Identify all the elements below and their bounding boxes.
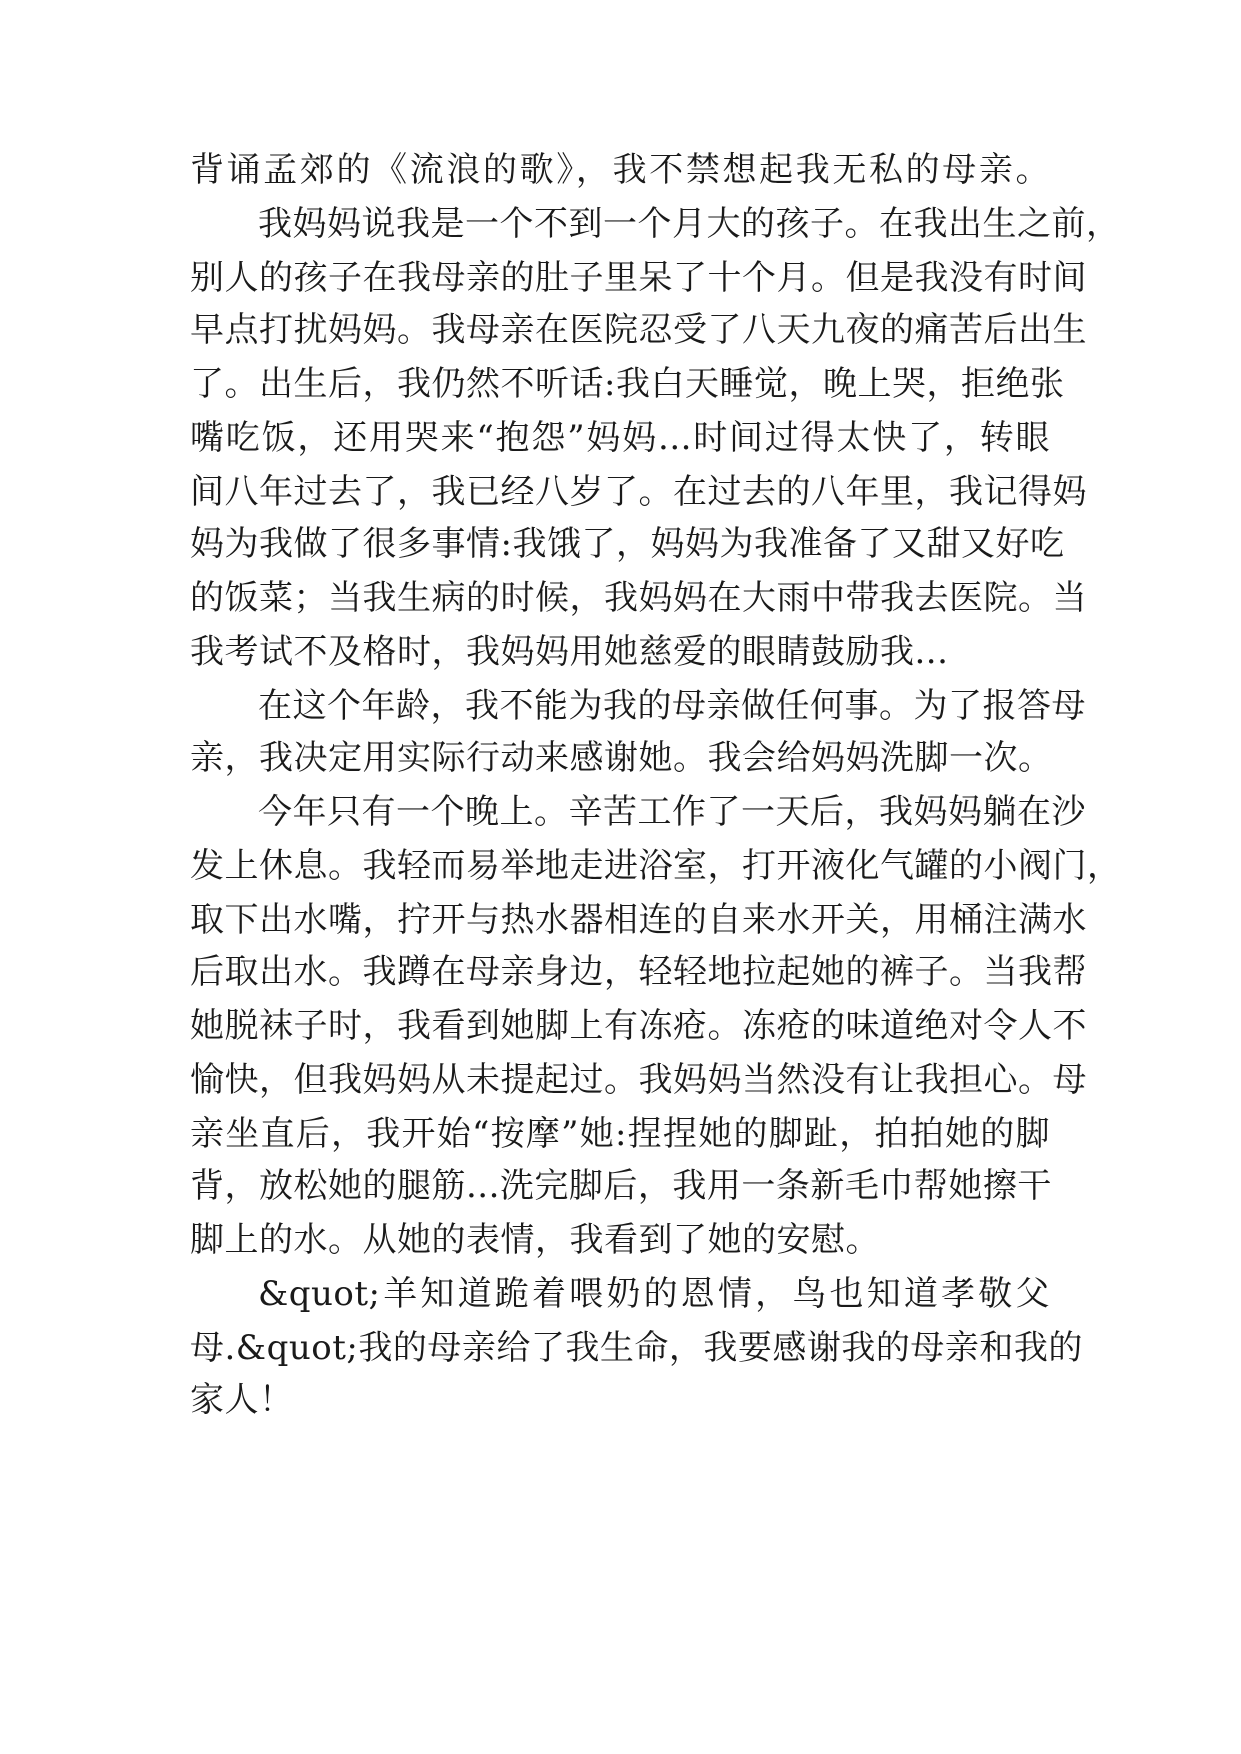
text-line: 亲，我决定用实际行动来感谢她。我会给妈妈洗脚一次。 (190, 738, 1053, 778)
text-line: 母.&quot;我的母亲给了我生命，我要感谢我的母亲和我的 (190, 1328, 1083, 1368)
text-line: 了。出生后，我仍然不听话:我白天睡觉，晚上哭，拒绝张 (190, 364, 1065, 404)
text-line: 妈为我做了很多事情:我饿了，妈妈为我准备了又甜又好吃 (190, 524, 1065, 564)
text-line: 取下出水嘴，拧开与热水器相连的自来水开关，用桶注满水 (190, 900, 1087, 940)
text-line: 早点打扰妈妈。我母亲在医院忍受了八天九夜的痛苦后出生 (190, 310, 1087, 350)
text-line: 发上休息。我轻而易举地走进浴室，打开液化气罐的小阀门， (190, 846, 1122, 886)
text-line: 她脱袜子时，我看到她脚上有冻疮。冻疮的味道绝对令人不 (190, 1006, 1087, 1046)
text-line: 别人的孩子在我母亲的肚子里呆了十个月。但是我没有时间 (190, 258, 1087, 298)
text-line: 在这个年龄，我不能为我的母亲做任何事。为了报答母 (258, 686, 1086, 726)
text-line: 间八年过去了，我已经八岁了。在过去的八年里，我记得妈 (190, 472, 1087, 512)
text-line: 愉快，但我妈妈从未提起过。我妈妈当然没有让我担心。母 (190, 1060, 1087, 1100)
text-line: 嘴吃饭，还用哭来“抱怨”妈妈...时间过得太快了，转眼 (190, 418, 1050, 458)
text-line: 背，放松她的腿筋...洗完脚后，我用一条新毛巾帮她擦干 (190, 1166, 1052, 1206)
text-line: 的饭菜；当我生病的时候，我妈妈在大雨中带我去医院。当 (190, 578, 1087, 618)
text-line: 我妈妈说我是一个不到一个月大的孩子。在我出生之前， (258, 204, 1121, 244)
text-line: 亲坐直后，我开始“按摩”她:捏捏她的脚趾，拍拍她的脚 (190, 1114, 1050, 1154)
text-line: 家人！ (190, 1380, 294, 1420)
text-line: 脚上的水。从她的表情，我看到了她的安慰。 (190, 1220, 880, 1260)
text-line: 我考试不及格时，我妈妈用她慈爱的眼睛鼓励我... (190, 632, 949, 672)
text-line: &quot;羊知道跪着喂奶的恩情，鸟也知道孝敬父 (258, 1274, 1050, 1314)
text-line: 背诵孟郊的《流浪的歌》，我不禁想起我无私的母亲。 (190, 150, 1050, 190)
text-line: 后取出水。我蹲在母亲身边，轻轻地拉起她的裤子。当我帮 (190, 952, 1087, 992)
text-line: 今年只有一个晚上。辛苦工作了一天后，我妈妈躺在沙 (258, 792, 1086, 832)
